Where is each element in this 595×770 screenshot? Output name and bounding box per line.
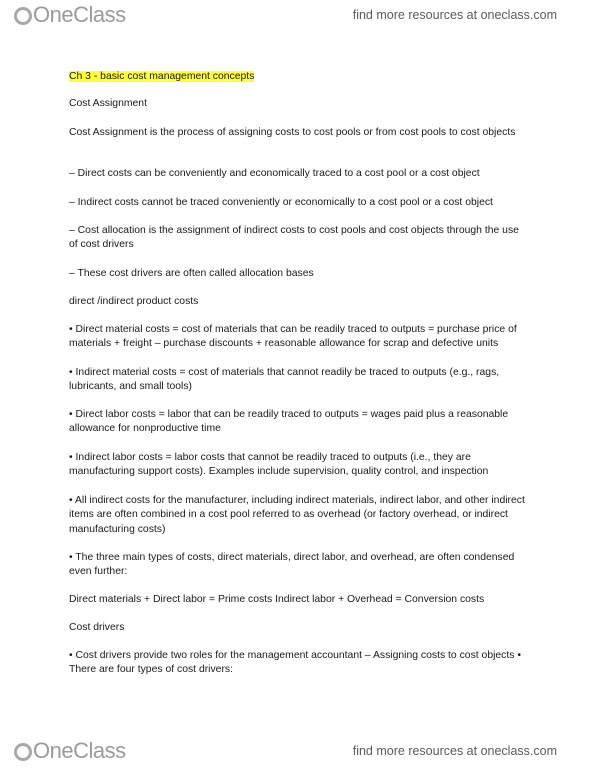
bullet-item: • All indirect costs for the manufacturer, including indirect materials, indirect labor, and other indirect items are often combined in a cost pool referred to as overhead (or factory overhead, or indirect manufacturing costs) bbox=[69, 495, 525, 535]
page-footer bbox=[0, 736, 595, 770]
bullet-item: • Indirect material costs = cost of materials that cannot readily be traced to outputs (e.g., rags, lubricants, and small tools) bbox=[69, 367, 500, 393]
paragraph: Direct materials + Direct labor = Prime costs Indirect labor + Overhead = Conversion costs bbox=[69, 594, 485, 605]
paragraph: – These cost drivers are often called allocation bases bbox=[69, 268, 314, 279]
section-heading: Cost drivers bbox=[69, 622, 125, 633]
paragraph: Cost Assignment bbox=[69, 98, 147, 109]
oneclass-logo-icon bbox=[14, 743, 32, 761]
oneclass-logo-icon bbox=[14, 7, 32, 25]
logo-text: OneClass bbox=[33, 738, 126, 763]
section-heading: direct /indirect product costs bbox=[69, 296, 199, 307]
bullet-item: • Cost drivers provide two roles for the management accountant – Assigning costs to cost objects • There are four types of cost drivers: bbox=[69, 650, 521, 676]
footer-tagline[interactable]: find more resources at oneclass.com bbox=[352, 744, 557, 758]
document-title bbox=[69, 70, 254, 84]
bullet-item: • Direct labor costs = labor that can be readily traced to outputs = wages paid plus a reasonable allowance for nonproductive time bbox=[69, 409, 509, 435]
paragraph: Cost Assignment is the process of assigning costs to cost pools or from cost pools to cost objects bbox=[69, 127, 516, 138]
paragraph: – Direct costs can be conveniently and economically traced to a cost pool or a cost object bbox=[69, 168, 480, 179]
title-highlight: Ch 3 - basic cost management concepts bbox=[69, 71, 255, 82]
paragraph: – Indirect costs cannot be traced conveniently or economically to a cost pool or a cost object bbox=[69, 197, 493, 208]
oneclass-logo[interactable] bbox=[14, 738, 126, 764]
bullet-item: • Direct material costs = cost of materials that can be readily traced to outputs = purchase price of materials + freight – purchase discounts + reasonable allowance for scrap and defective units bbox=[69, 324, 517, 350]
page-header bbox=[0, 0, 595, 34]
bullet-item: • The three main types of costs, direct materials, direct labor, and overhead, are often condensed even further: bbox=[69, 552, 515, 578]
oneclass-logo[interactable] bbox=[14, 2, 126, 28]
paragraph: – Cost allocation is the assignment of indirect costs to cost pools and cost objects through the use of cost drivers bbox=[69, 225, 519, 251]
bullet-item: • Indirect labor costs = labor costs that cannot be readily traced to outputs (i.e., they are manufacturing support costs). Examples include supervision, quality control, and inspection bbox=[69, 452, 489, 478]
logo-text: OneClass bbox=[33, 2, 126, 27]
header-tagline[interactable]: find more resources at oneclass.com bbox=[352, 8, 557, 22]
